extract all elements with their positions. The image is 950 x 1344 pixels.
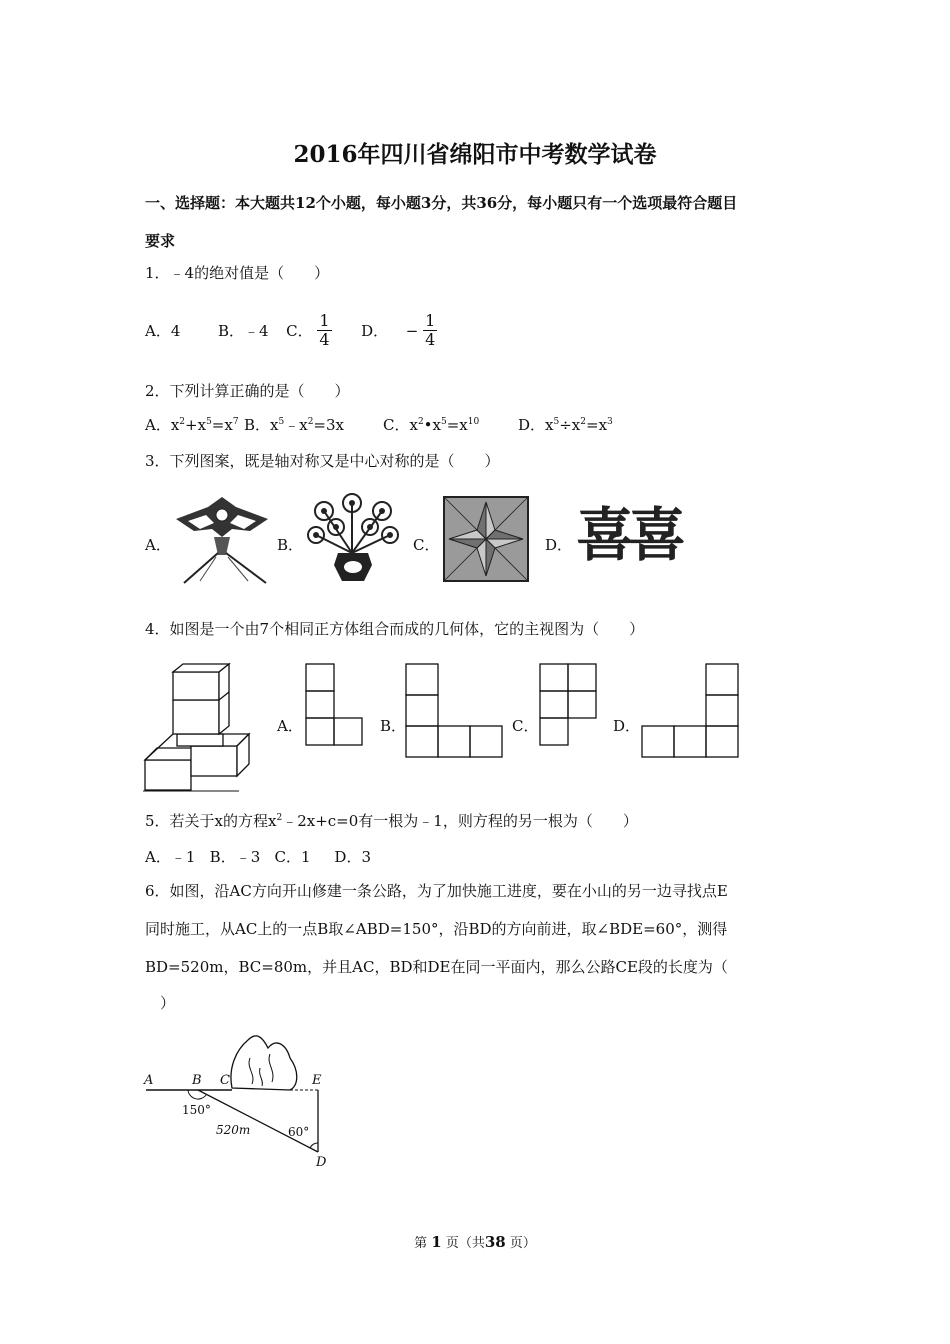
q2-option-b: B．$x^5﹣x^2=3x$ [244, 416, 344, 434]
q3-label-c: C． [413, 536, 440, 554]
q2-stem: 2．下列计算正确的是（ ） [145, 382, 350, 400]
q4-label-b: B． [380, 717, 407, 735]
q6-label-b: B [192, 1073, 202, 1088]
q6-angle-60: 60° [288, 1125, 310, 1139]
q3-figure-d-double-happiness: 喜喜 [576, 501, 681, 569]
q4-option-a-figure [305, 663, 363, 747]
q6-label-c: C [220, 1073, 230, 1088]
q6-line4: ） [160, 994, 176, 1012]
q2-option-d: D．$x^5\div x^2=x^3$ [518, 416, 613, 434]
q4-label-a: A． [277, 717, 303, 735]
section-heading-line2: 要求 [145, 232, 176, 250]
q4-label-d: D． [613, 717, 641, 735]
q6-label-d: D [316, 1155, 327, 1170]
q5-options: A．﹣1 B．﹣3 C．1 D．3 [145, 848, 371, 866]
q1-option-d-label: D． [361, 322, 389, 340]
q6-label-a: A [144, 1073, 154, 1088]
q5-stem: 5．若关于x的方程$x^2﹣2x+c=0$有一根为﹣1，则方程的另一根为（ ） [145, 812, 638, 830]
q3-label-b: B． [277, 536, 304, 554]
q6-line1: 6．如图，沿AC方向开山修建一条公路，为了加快施工进度，要在小山的另一边寻找点E [145, 882, 728, 900]
q3-figure-a-kite [170, 493, 275, 585]
q1-d-numerator: 1 [425, 311, 436, 330]
section-heading-line1: 一、选择题：本大题共12个小题，每小题3分，共36分，每小题只有一个选项最符合题目 [145, 194, 738, 212]
page-footer: 第 1 页（共38 页） [414, 1233, 536, 1251]
q1-stem: 1．﹣4的绝对值是（ ） [145, 264, 330, 282]
q1-option-d-fraction [423, 312, 437, 349]
page-total: 38 [484, 1233, 506, 1251]
q1-option-c-fraction [317, 312, 331, 349]
q1-c-numerator: 1 [319, 311, 330, 330]
q1-options [145, 312, 437, 352]
page-number: 1 [431, 1233, 442, 1251]
q6-angle-150: 150° [182, 1103, 211, 1117]
q4-stem: 4．如图是一个由7个相同正方体组合而成的几何体，它的主视图为（ ） [145, 620, 645, 638]
q6-line3: BD=520m，BC=80m，并且AC，BD和DE在同一平面内，那么公路CE段的长度为（ [145, 958, 728, 976]
q6-line2: 同时施工，从AC上的一点B取∠ABD=150°，沿BD的方向前进，取∠BDE=60°，测得 [145, 920, 728, 938]
q6-length-520m: 520m [216, 1123, 251, 1137]
q4-option-c-figure [539, 663, 597, 747]
q3-label-d: D． [545, 536, 573, 554]
q3-label-a: A． [145, 536, 171, 554]
q4-option-b-figure [405, 663, 503, 759]
q1-option-a: A．4 [145, 322, 181, 340]
q1-c-denominator: 4 [319, 330, 330, 349]
q4-label-c: C． [512, 717, 539, 735]
q3-figure-c-star-square [443, 496, 529, 582]
q4-option-d-figure [641, 663, 739, 759]
q3-figure-b-flower-vase [302, 493, 404, 585]
q2-option-a: A．$x^2+x^5=x^7$ [145, 416, 239, 434]
page-title: 2016年四川省绵阳市中考数学试卷 [293, 141, 657, 168]
q2-option-c: C．$x^2•x^5=x^{10}$ [383, 416, 480, 434]
q1-option-b: B．﹣4 [217, 322, 269, 340]
q1-d-denominator: 4 [425, 330, 436, 349]
q6-figure-mountain-road [140, 1028, 340, 1168]
q4-figure-cubes [143, 664, 275, 792]
q3-stem: 3．下列图案，既是轴对称又是中心对称的是（ ） [145, 452, 500, 470]
q1-option-c-label: C． [286, 322, 313, 340]
q6-label-e: E [312, 1073, 322, 1088]
q1-option-d-sign: − [405, 321, 419, 340]
